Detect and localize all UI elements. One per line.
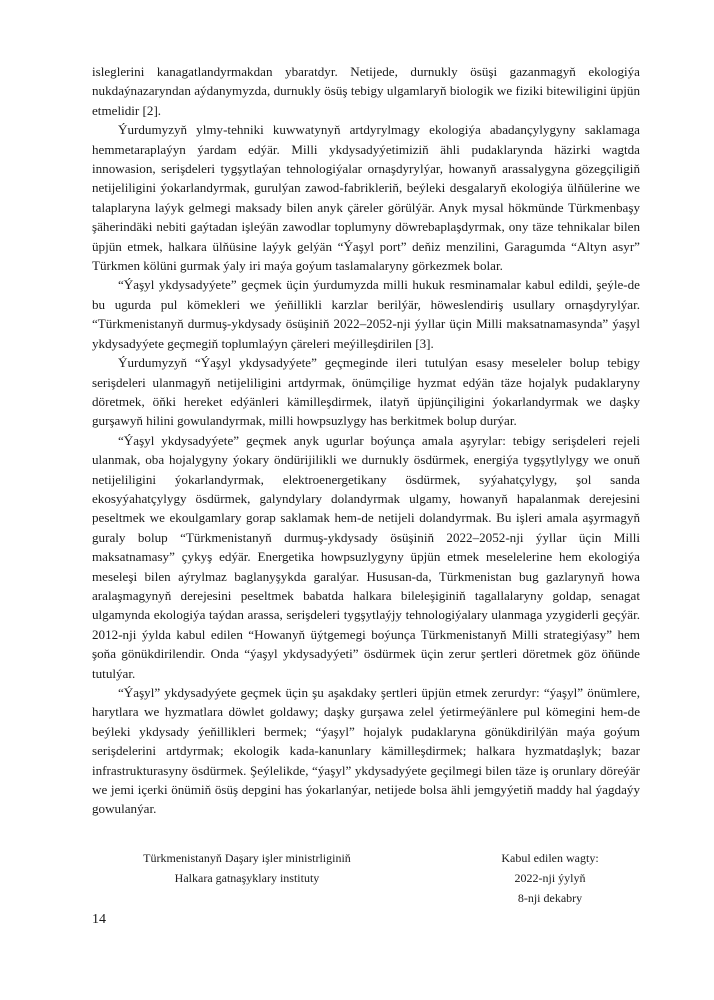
- paragraph-1: isleglerini kanagatlandyrmakdan ybaratdyr. Netijede, durnukly ösüşi gazanmagyň ekologiýa nukdaýnazaryndan aýdanymyzda, durnukly ösüş tebigy ulgamlaryň biologik we fiziki bitewiligini üpjün etmelidir [2].: [92, 64, 640, 118]
- received-label: Kabul edilen wagty:: [501, 851, 599, 865]
- received-date-block: [460, 848, 640, 908]
- document-footer: [92, 848, 640, 928]
- paragraph-6: “Ýaşyl” ykdysadyýete geçmek üçin şu aşakdaky şertleri üpjün etmek zerurdyr: “ýaşyl” önümlere, harytlara we hyzmatlara döwlet goldawy; daşky gurşawa zelel ýetirmeýänlere pul kömegini hem-de beýleki ykdysady ýeňillikleri bermek; “ýaşyl” hojalyk pudaklaryna gönükdirilýän maýa goýum serişdelerini artdyrmak; ekologik kada-kanunlary kämilleşdirmek; halkara hyzmatdaşlyk; bazar infrastrukturasyny ösdürmek. Şeýlelikde, “ýaşyl” ykdysadyýete geçilmegi bilen täze iş orunlary döreýär we jemi içerki önümiň ösüş depgini has ýokarlanýar, netijede bolsa ähli jemgyýetiň maddy hal ýagdaýy gowulanýar.: [92, 685, 640, 817]
- page-number: 14: [92, 912, 106, 927]
- paragraph-3: “Ýaşyl ykdysadyýete” geçmek üçin ýurdumyzda milli hukuk resminamalar kabul edildi, şeýle-de bu ugurda pul kömekleri we ýeňillikli karzlar berilýär, höweslendiriş usullary ornaşdyrylýar. “Türkmenistanyň durmuş-ykdysady ösüşiniň 2022–2052-nji ýyllar üçin Milli maksatnamasynda” ýaşyl ykdysadyýete geçmegiň toplumlaýyn çäreleri meýilleşdirilen [3].: [92, 277, 640, 351]
- paragraph-4: Ýurdumyzyň “Ýaşyl ykdysadyýete” geçmeginde ileri tutulýan esasy meseleler bolup tebigy serişdeleri ulanmagyň netijeliligini artdyrmak, önümçilige hyzmat edýän täze hojalyk pudaklaryny döretmek, öňki hereket edýänleri kämilleşdirmek, ilatyň üpjünçiligini ýokarlandyrmak we daşky gurşawyň hilini gowulandyrmak, milli howpsuzlygy has berkitmek bolup durýar.: [92, 355, 640, 429]
- affiliation-block: [92, 848, 402, 888]
- paragraph-2: Ýurdumyzyň ylmy-tehniki kuwwatynyň artdyrylmagy ekologiýa abadançylygyny saklamaga hemmetaraplaýyn ýardam edýär. Milli ykdysadyýetimiziň ähli pudaklarynda häzirki wagtda innowasion, serişdeleri tygşytlaýan tehnologiýalar ornaşdyrylýar, howanyň arassalygyna gözegçiligiň netijeliligini ýokarlandyrmak, gurulýan zawod-fabrikleriň, beýleki desgalaryň ekologiýa ülňülerine we talaplaryna laýyk gelmegi maksady bilen anyk çäreler görülýär. Anyk mysal hökmünde Türkmenbaşy şäherindäki nebiti gaýtadan işleýän zawodlar toplumyny döwrebaplaşdyrmak, ony täze tehnikalar bilen üpjün etmek, halkara ülňüsine laýyk gelýän “Ýaşyl port” deňiz menzilini, Garagumda “Altyn asyr” Türkmen kölüni gurmak ýaly iri maýa goýum taslamalaryny görkezmek bolar.: [92, 122, 640, 274]
- document-body: [92, 62, 640, 819]
- received-year: 2022-nji ýylyň: [514, 871, 586, 885]
- affiliation-line-1: Türkmenistanyň Daşary işler ministrliginiň: [143, 851, 351, 865]
- paragraph-5: “Ýaşyl ykdysadyýete” geçmek anyk ugurlar boýunça amala aşyrylar: tebigy serişdeleri rejeli ulanmak, oba hojalygyny ýokary öndürijilikli we durnukly ösdürmek, energiýa tygşytlylygy we onuň netijeliligini ýokarlandyrmak, elektroenergetikany ösdürmek, syýahatçylygy, şol sanda ekosyýahatçylygy ösdürmek, galyndylary dolandyrmak ulgamy, howanyň hapalanmak derejesini peseltmek we ekoulgamlary gorap saklamak hem-de netijeli dolandyrmak. Bu işleri amala aşyrmagyň guraly bolup “Türkmenistanyň durmuş-ykdysady ösüşiniň 2022–2052-nji ýyllar üçin Milli maksatnamasy” çykyş edýär. Energetika howpsuzlygyny üpjün etmek meselelerine hem ekologiýa meseleşi bilen aýrylmaz baglanyşykda garalýar. Hususan-da, Türkmenistan bug gazlarynyň howa aralaşmagynyň derejesini peseltmek babatda halkara bileleşiginiň tagallalaryny goldap, senagat ulgamynda ekologiýa taýdan arassa, serişdeleri tygşytlaýjy tehnologiýalary ulanmaga yzygiderli geçýär. 2012-nji ýylda kabul edilen “Howanyň üýtgemegi boýunça Türkmenistanyň Milli strategiýasy” hem şoňa gönükdirilendir. Onda “ýaşyl ykdysadyýeti” ösdürmek üçin zerur şertleri döretmek göz öňünde tutulýar.: [92, 432, 640, 681]
- affiliation-line-2: Halkara gatnaşyklary instituty: [174, 871, 320, 885]
- received-day: 8-nji dekabry: [517, 891, 583, 905]
